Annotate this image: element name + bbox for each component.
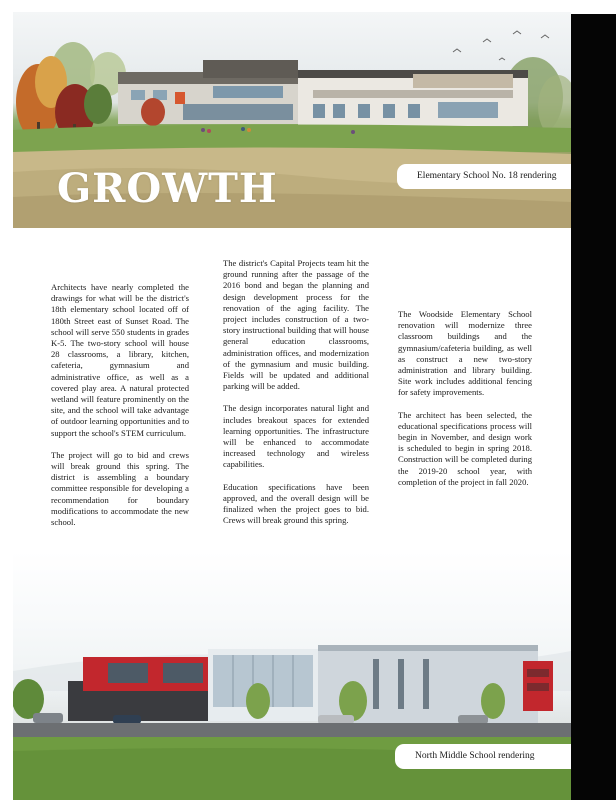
paragraph: The Woodside Elementary School renovation will modernize three classroom buildings and the gymnasium/cafeteria building, as well as construct a new two-story administration and library building. Site work includes additional fencing for safety improvements. xyxy=(398,309,532,398)
elementary-school-rendering xyxy=(13,12,571,228)
top-image-caption: Elementary School No. 18 rendering xyxy=(397,164,571,189)
article-column-woodside xyxy=(398,309,532,499)
paragraph: The architect has been selected, the educational specifications process will begin in November, and design work is scheduled to begin in spring 2018. Construction will be completed during the 2019-20 school year, with completion of the project in fall 2020. xyxy=(398,409,532,487)
paragraph: The project will go to bid and crews will break ground this spring. The district is assembling a boundary committee responsible for developing a recommendation for boundary modifications to accommodate the new school. xyxy=(51,449,189,528)
bottom-image-caption: North Middle School rendering xyxy=(395,744,571,769)
paragraph: Education specifications have been approved, and the overall design will be finalized when the project goes to bid. Crews will break ground this spring. xyxy=(223,481,369,526)
paragraph: The district's Capital Projects team hit the ground running after the passage of the 2016 bond and began the planning and design development process for the renovation of the aging facility. The project includes construction of a two-story instructional building that will house general education classrooms, administration offices, and modernization of the gymnasium and music building. Fields will be updated and additional parking will be added. xyxy=(223,258,369,392)
article-column-elementary-18 xyxy=(51,282,189,539)
paragraph: The design incorporates natural light and includes breakout spaces for extended learning opportunities. The infrastructure will be enhanced to accommodate increased technology and wireless capabilities. xyxy=(223,403,369,470)
page-title: GROWTH xyxy=(57,165,278,212)
article-column-north-middle xyxy=(223,258,369,537)
paragraph: Architects have nearly completed the drawings for what will be the district's 18th elementary school located off of 180th Street east of Sunset Road. The school will serve 550 students in grades K-5. The two-story school will house 28 classrooms, a library, kitchen, cafeteria, gymnasium and administrative office, as well as a covered play area. A natural protected wetland will feature prominently on the site, and the school will take advantage of outdoor learning opportunities and to support the school's STEM curriculum. xyxy=(51,282,189,438)
page-edge-strip xyxy=(571,14,616,800)
